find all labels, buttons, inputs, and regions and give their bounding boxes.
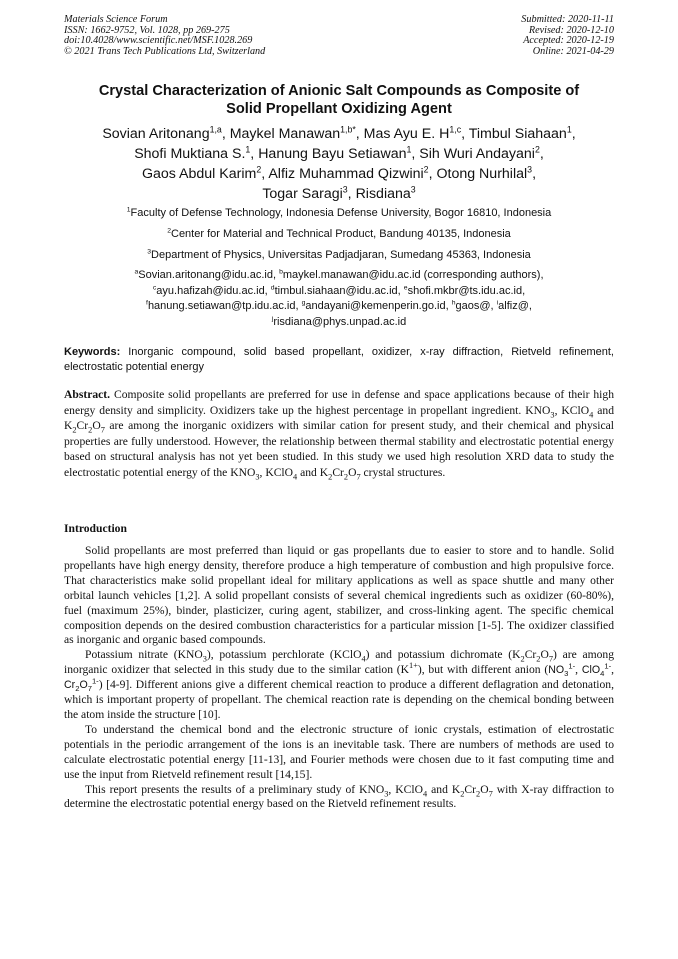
author-name: Risdiana <box>355 186 411 202</box>
author-line: Togar Saragi$^3$, Risdiana$^3$ <box>262 184 416 202</box>
author-affil-mark: 3 <box>527 164 533 175</box>
abstract-label: Abstract. <box>64 388 111 401</box>
affiliation-2 <box>34 227 644 241</box>
email-link[interactable]: timbul.siahaan@idu.ac.id, <box>274 284 404 297</box>
keywords-text: Inorganic compound, solid based propellant, oxidizer, x-ray diffraction, Rietveld refinement, electrostatic potential energy <box>64 346 614 373</box>
email-link[interactable]: Sovian.aritonang@idu.ac.id, <box>138 269 280 281</box>
author-affil-mark: 2 <box>423 164 429 175</box>
author-name: Shofi Muktiana S. <box>134 146 246 162</box>
affiliation-text: Faculty of Defense Technology, Indonesia Defense University, Bogor 16810, Indonesia <box>130 207 552 219</box>
email-list <box>34 268 644 330</box>
title-line-2: Solid Propellant Oxidizing Agent <box>226 101 452 117</box>
journal-name: Materials Science Forum <box>64 14 168 25</box>
author-name: Otong Nurhilal <box>436 166 528 182</box>
email-line: $^f$hanung.setiawan@tp.idu.ac.id, $^g$andayani@kemenperin.go.id, $^h$gaos@, $^i$alfiz@, <box>146 299 532 312</box>
email-line: $^c$ayu.hafizah@idu.ac.id, $^d$timbul.siahaan@idu.ac.id, $^e$shofi.mkbr@ts.idu.ac.id, <box>152 283 526 297</box>
email-link[interactable]: ayu.hafizah@idu.ac.id, <box>156 284 271 297</box>
keywords-label: Keywords: <box>64 346 121 358</box>
author-name: Hanung Bayu Setiawan <box>258 146 407 162</box>
doi-line[interactable]: doi:10.4028/www.scientific.net/MSF.1028.269 <box>64 35 253 47</box>
affiliation-text: Center for Material and Technical Product, Bandung 40135, Indonesia <box>171 228 511 240</box>
author-affil-mark: 2 <box>534 144 540 155</box>
email-link[interactable]: gaos@, <box>455 300 497 312</box>
anion-no3: $NO_3^{1-}$ <box>548 661 576 679</box>
author-affil-mark: 1 <box>245 144 251 155</box>
email-line: $^a$Sovian.aritonang@idu.ac.id, $^b$maykel.manawan@idu.ac.id (corresponding authors), <box>134 268 544 281</box>
issn-line: ISSN: 1662-9752, Vol. 1028, pp 269-275 <box>64 24 230 36</box>
introduction-body <box>64 544 614 812</box>
affiliation-mark: 2 <box>167 227 171 235</box>
affiliation-mark: 1 <box>126 206 131 214</box>
author-name: Mas Ayu E. H <box>363 126 450 142</box>
copyright-line: © 2021 Trans Tech Publications Ltd, Switzerland <box>64 45 266 57</box>
formula-kno3: $KNO_3$ <box>230 465 260 482</box>
affiliation-1 <box>34 206 644 220</box>
affiliation-text: Department of Physics, Universitas Padjadjaran, Sumedang 45363, Indonesia <box>151 249 531 261</box>
formula-kclo4: KClO$_4$ <box>561 403 594 419</box>
email-link[interactable]: andayani@kemenperin.go.id, <box>305 300 452 312</box>
journal-header-left <box>64 15 265 57</box>
formula-kclo4: KClO$_4$ <box>265 465 298 482</box>
revised-date: Revised: 2020-12-10 <box>528 24 614 36</box>
author-affil-mark: 1 <box>406 144 412 155</box>
affiliation-3 <box>34 248 644 262</box>
author-line: Sovian Aritonang$^{1,a}$, Maykel Manawan$^{1,b*}$, Mas Ayu E. H$^{1,c}$, Timbul Siahaan$^1$, <box>102 124 576 142</box>
keywords-block <box>64 345 614 375</box>
author-line: Gaos Abdul Karim$^2$, Alfiz Muhammad Qizwini$^2$, Otong Nurhilal$^3$, <box>141 164 537 182</box>
author-name: Alfiz Muhammad Qizwini <box>268 166 424 182</box>
author-name: Timbul Siahaan <box>468 126 567 142</box>
title-line-1: Crystal Characterization of Anionic Salt Compounds as Composite of <box>98 83 580 99</box>
formula-kno3: $KNO_3$ <box>525 403 555 419</box>
submitted-date: Submitted: 2020-11-11 <box>521 14 614 25</box>
anion-clo4: ClO$_4^{1-}$ <box>581 661 612 679</box>
email-link[interactable]: hanung.setiawan@tp.idu.ac.id, <box>147 300 302 312</box>
author-affil-mark: 2 <box>256 164 262 175</box>
email-link[interactable]: shofi.mkbr@ts.idu.ac.id, <box>407 284 526 297</box>
affiliation-mark: 3 <box>147 248 152 256</box>
author-affil-mark: 1,b* <box>340 124 356 135</box>
section-heading-introduction: Introduction <box>64 522 127 535</box>
paper-title <box>40 82 638 118</box>
author-name: Sovian Aritonang <box>102 126 210 142</box>
author-affil-mark: 3 <box>342 184 348 195</box>
author-affil-mark: 1,a <box>209 124 222 135</box>
email-line: $^j$risdiana@phys.unpad.ac.id <box>271 314 407 328</box>
formula-k2cr2o7: $K_2Cr_2O_7$ <box>64 419 105 435</box>
email-link[interactable]: alfiz@, <box>498 300 532 312</box>
author-affil-mark: 1,c <box>449 124 462 135</box>
author-line: Shofi Muktiana S.$^1$, Hanung Bayu Setiawan$^1$, Sih Wuri Andayani$^2$, <box>134 144 544 162</box>
author-name: Maykel Manawan <box>229 126 341 142</box>
author-list <box>34 124 644 204</box>
online-date: Online: 2021-04-29 <box>532 45 614 57</box>
formula-k2cr2o7: $K_2Cr_2O_7$ <box>319 465 361 482</box>
author-affil-mark: 1 <box>566 124 572 135</box>
author-name: Gaos Abdul Karim <box>141 166 257 182</box>
email-link[interactable]: maykel.manawan@idu.ac.id (corresponding authors), <box>282 269 544 281</box>
abstract-block: Abstract. Composite solid propellants are preferred for use in defense and space applications because of their high energy density and simplicity. Oxidizers take up the highest percentage in propellant ingredient. $KNO_3$, KClO$_4$ and $K_2Cr_2O_7$ are among the inorganic oxidizers with similar cation for present study, and their chemical and physical properties are fully understood. However, the relationship between thermal stability and electrostatic potential energy based on structural analysis has not yet been studied. In this study we used high resolution XRD data to study the electrostatic potential energy of the $KNO_3$, KClO$_4$ and $K_2Cr_2O_7$ crystal structures. <box>64 388 615 482</box>
paragraph: This report presents the results of a preliminary study of $KNO_3$, KClO$_4$ and $K_2Cr_2O_7$ with X-ray diffraction to determine the electrostatic potential energy based on the Rietveld refinement results. <box>64 782 615 811</box>
email-link[interactable]: risdiana@phys.unpad.ac.id <box>273 315 407 328</box>
journal-header-right <box>521 15 614 57</box>
paragraph: To understand the chemical bond and the electronic structure of ionic crystals, estimation of electrostatic potentials in the periodic arrangement of the ions is an inevitable task. There are numbers of methods are used to calculate electrostatic potential energy [11-13], and Fourier methods were chosen due to it fast computing time and use the input from Rietveld refinement result [14,15]. <box>64 722 614 781</box>
paragraph: Potassium nitrate $(KNO_3)$, potassium perchlorate (KClO$_4$) and potassium dichromate $(K_2Cr_2O_7)$ are among inorganic oxidizer that selected in this study due to the similar cation $(K^{1+})$, but with different anion ($NO_3^{1-}$, ClO$_4^{1-}$, $Cr_2O_7^{1-}$) [4-9]. Different anions give a different chemical reaction to produce a different deflagration and detonation, which is important property of propellant. The chemical reaction rate is depending on the chemical bonding between the atom inside the structure [10]. <box>64 648 615 721</box>
author-affil-mark: 3 <box>410 184 416 195</box>
accepted-date: Accepted: 2020-12-19 <box>523 35 614 47</box>
anion-cr2o7: $Cr_2O_7^{1-}$ <box>64 676 99 694</box>
author-name: Sih Wuri Andayani <box>419 146 535 162</box>
author-name: Togar Saragi <box>262 186 343 202</box>
paragraph: Solid propellants are most preferred than liquid or gas propellants due to easier to store and to handle. Solid propellants have high energy density, therefore produce a high temperature of combustion and high propulsive force. That characteristics make solid propellant ideal for military applications as well as space shuttle and many other orbital launch vehicles [1,2]. A solid propellant consists of several chemical ingredients such as oxidizer (60-80%), fuel (maximum 25%), binder, plasticizer, curing agent, stabilizer, and cross-linking agent. The specific chemical composition depends on the desired combustion characteristics for a particular mission [1-5]. The oxidizer classified as inorganic and organic based compounds. <box>64 544 614 647</box>
